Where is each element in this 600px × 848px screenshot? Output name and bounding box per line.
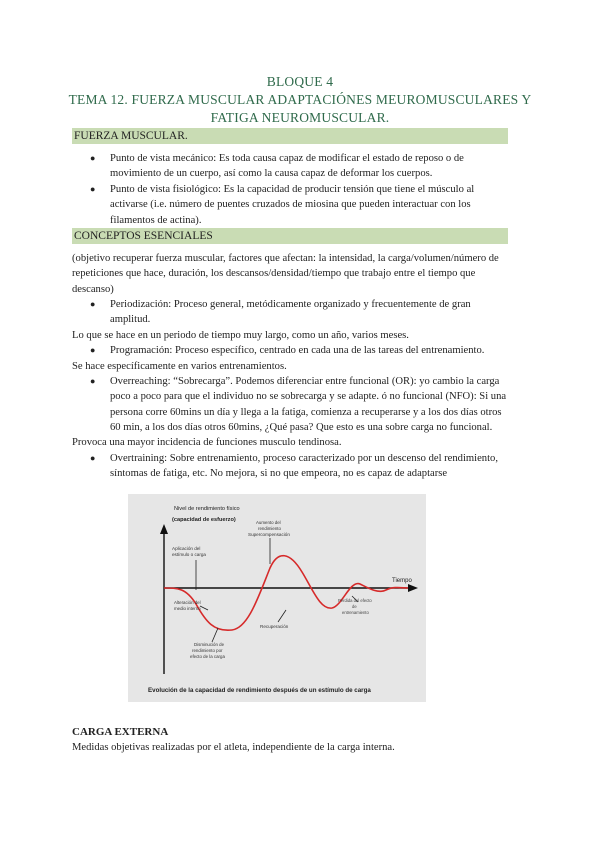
x-axis-arrow xyxy=(408,584,418,592)
annotation-text: rendimiento por xyxy=(192,648,223,653)
bullet-icon: ● xyxy=(90,153,96,163)
list-item xyxy=(90,374,527,436)
section-heading-conceptos: CONCEPTOS ESENCIALES xyxy=(72,228,508,244)
bullet-icon: ● xyxy=(90,299,96,309)
y-axis-label: Nivel de rendimiento físico xyxy=(174,506,240,512)
intro-line: (objetivo recuperar fuerza muscular, factores que afectan: la intensidad, la carga/volumen/número de xyxy=(72,253,499,264)
note-line: Lo que se hace en un periodo de tiempo muy largo, como un año, varios meses. xyxy=(72,330,409,341)
bullet-text: persona corre 60mins un día y llega a la fatiga, comienza a recuperarse y a los dos días otros xyxy=(110,406,502,418)
annotation-text: Supercompensación xyxy=(248,532,290,537)
annotation-text: Aumento del xyxy=(256,520,281,525)
annotation-text: Pérdida del efecto xyxy=(338,598,372,603)
bullet-text: filamentos de actina). xyxy=(110,214,202,226)
section-heading-fuerza: FUERZA MUSCULAR. xyxy=(72,128,508,144)
annotation-text: efecto de la carga xyxy=(190,654,225,659)
bullet-icon: ● xyxy=(90,184,96,194)
note-line: Se hace específicamente en varios entrenamientos. xyxy=(72,361,287,372)
annotation-text: estímulo o carga xyxy=(172,552,206,557)
annotation-text: de xyxy=(352,604,357,609)
bullet-text: Overtraining: Sobre entrenamiento, proceso caracterizado por un descenso del rendimiento, xyxy=(110,453,498,464)
annotation-text: Recuperación xyxy=(260,624,289,629)
x-axis-label: Tiempo xyxy=(392,578,412,584)
bullet-text: Punto de vista fisiológico: Es la capacidad de producir tensión que tiene el músculo al xyxy=(110,184,475,195)
annotation-text: rendimiento xyxy=(258,526,281,531)
bullet-text: síntomas de fatiga, etc. No mejora, si no que empeora, no es capaz de adaptarse xyxy=(110,468,448,480)
carga-paragraph: Medidas objetivas realizadas por el atleta, independiente de la carga interna. xyxy=(72,742,395,753)
y-axis-sublabel: (capacidad de esfuerzo) xyxy=(172,517,236,523)
annotation-text: entrenamiento xyxy=(342,610,369,615)
bullet-text: Punto de vista mecánico: Es toda causa capaz de modificar el estado de reposo o de xyxy=(110,153,464,164)
annotation-arrow xyxy=(212,628,218,642)
list-item xyxy=(90,151,527,182)
bullet-text: Programación: Proceso específico, centrado en cada una de las tareas del entrenamiento. xyxy=(110,345,485,356)
bullet-text: Periodización: Proceso general, metódicamente organizado y frecuentemente de gran xyxy=(110,299,471,310)
annotation-text: Alteración del xyxy=(174,600,201,605)
figure-caption: Evolución de la capacidad de rendimiento después de un estímulo de carga xyxy=(148,687,371,694)
y-axis-arrow xyxy=(160,524,168,534)
bullet-text: movimiento de un cuerpo, así como la causa capaz de deformar los cuerpos. xyxy=(110,168,433,180)
list-item xyxy=(90,297,527,328)
annotation-text: Disminución de xyxy=(194,642,225,647)
note-line: Provoca una mayor incidencia de funciones musculo tendinosa. xyxy=(72,437,342,448)
bloque-heading: BLOQUE 4 xyxy=(266,74,334,89)
page-title-line2: FATIGA NEUROMUSCULAR. xyxy=(210,110,390,125)
annotation-text: Aplicación del xyxy=(172,546,201,551)
section-heading-carga: CARGA EXTERNA xyxy=(72,726,169,738)
list-item xyxy=(90,343,527,358)
bullet-text: 60 min, a los dos días otros 60mins, ¿Qué pasa? Que esto es una sobre carga no funcional. xyxy=(110,422,493,434)
annotation-text: medio interno xyxy=(174,606,201,611)
intro-line: descanso) xyxy=(72,283,114,295)
performance-curve xyxy=(164,556,408,631)
annotation-arrow xyxy=(278,610,286,622)
bullet-icon: ● xyxy=(90,453,96,463)
list-item xyxy=(90,182,527,228)
intro-line: repeticiones que hace, duración, los descansos/densidad/tiempo que trabajo entre el tiempo que xyxy=(72,268,476,280)
bullet-icon: ● xyxy=(90,345,96,355)
supercompensation-figure xyxy=(128,494,426,702)
figure-svg xyxy=(128,494,426,702)
bullet-text: activarse (i.e. número de puentes cruzados de miosina que pueden interactuar con los xyxy=(110,199,471,211)
page-title-line1: TEMA 12. FUERZA MUSCULAR ADAPTACIÓNES MEUROMUSCULARES Y xyxy=(68,92,532,107)
bullet-text: poco a poco para que el individuo no se sobrecarga y se adapte. ó no funcional (NFO): Si una xyxy=(110,391,507,403)
bullet-icon: ● xyxy=(90,376,96,386)
bullet-text: Overreaching: “Sobrecarga”. Podemos diferenciar entre funcional (OR): yo cambio la carga xyxy=(110,376,500,387)
bullet-text: amplitud. xyxy=(110,314,151,326)
list-item xyxy=(90,451,527,482)
annotation-arrow xyxy=(200,606,208,610)
intro-paragraph xyxy=(72,251,527,297)
